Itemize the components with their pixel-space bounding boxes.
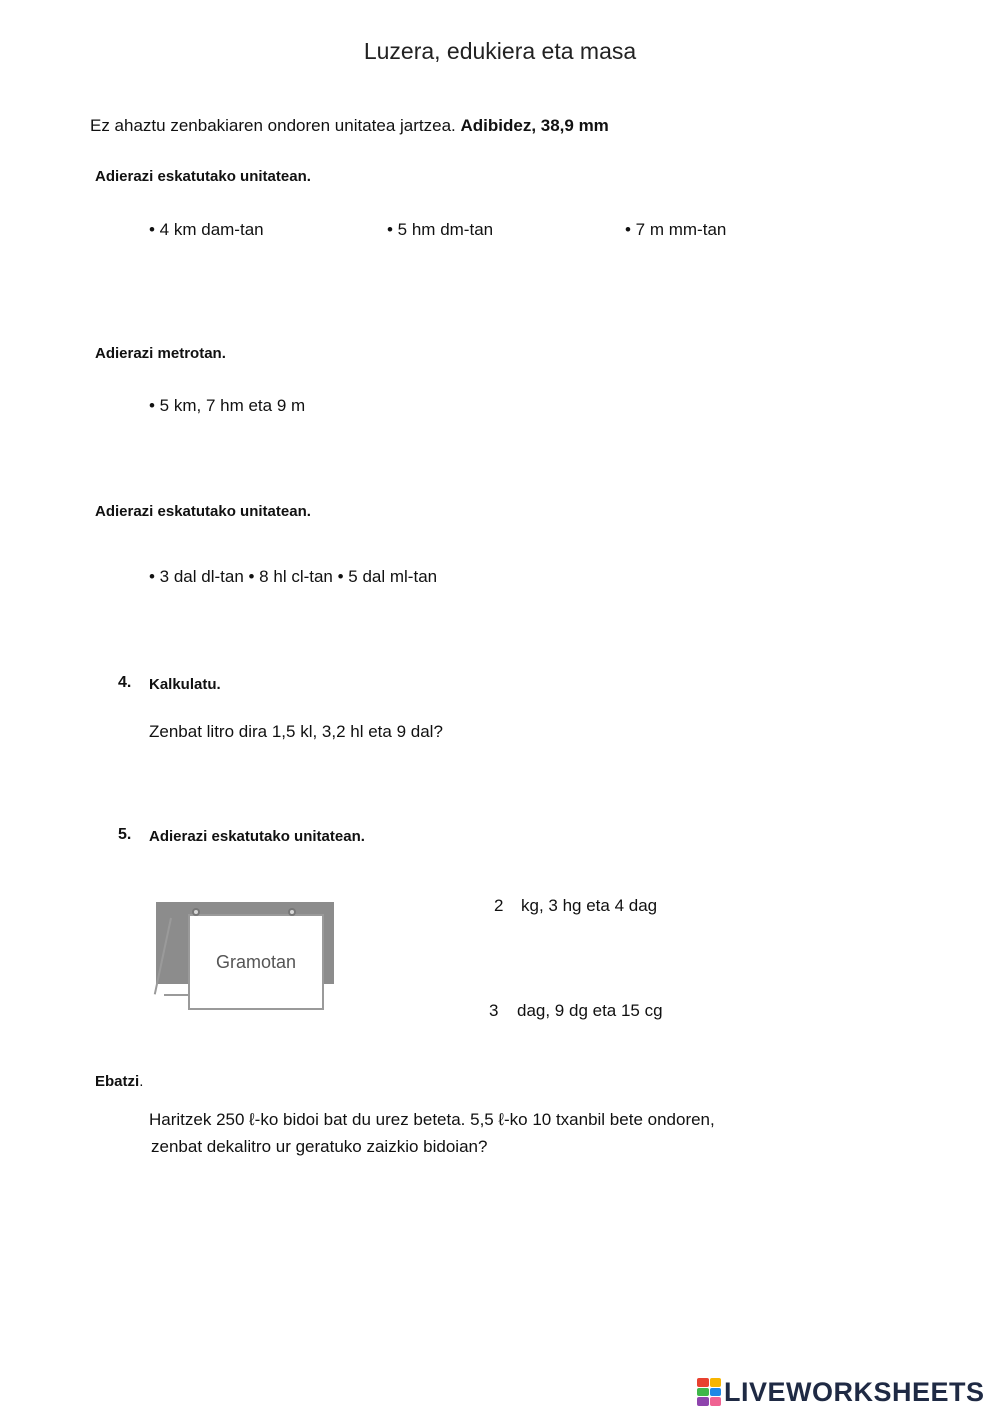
section6-heading: Ebatzi [95, 1073, 140, 1090]
section4-heading: Kalkulatu. [149, 676, 221, 693]
section5-item-a: kg, 3 hg eta 4 dag [521, 896, 658, 915]
liveworksheets-logo-icon [697, 1378, 721, 1406]
sign-label: Gramotan [215, 952, 297, 972]
section1-heading: Adierazi eskatutako unitatean. [95, 168, 311, 185]
intro-example: Adibidez, 38,9 mm [460, 116, 609, 135]
section1-item-3: • 7 m mm-tan [625, 220, 727, 239]
gramotan-sign-illustration [152, 896, 342, 1022]
section5-item-b: dag, 9 dg eta 15 cg [517, 1001, 663, 1020]
section5-item-a-number: 2 [494, 896, 504, 915]
section6-line-2: zenbat dekalitro ur geratuko zaizkio bidoian? [151, 1137, 488, 1156]
section5-heading: Adierazi eskatutako unitatean. [149, 828, 365, 845]
section2-item: • 5 km, 7 hm eta 9 m [149, 396, 306, 415]
section2-heading: Adierazi metrotan. [95, 345, 226, 362]
section6-heading-wrap [95, 1073, 143, 1090]
section4-number: 4. [118, 674, 132, 691]
intro-instruction [90, 116, 609, 136]
section6-line-1: Haritzek 250 ℓ-ko bidoi bat du urez beteta. 5,5 ℓ-ko 10 txanbil bete ondoren, [149, 1110, 715, 1129]
section1-item-2: • 5 hm dm-tan [387, 220, 494, 239]
section3-item: • 3 dal dl-tan • 8 hl cl-tan • 5 dal ml-tan [149, 567, 438, 586]
section5-item-b-number: 3 [489, 1001, 499, 1020]
page-title: Luzera, edukiera eta masa [363, 38, 637, 64]
liveworksheets-logo-text: LIVEWORKSHEETS [724, 1376, 985, 1407]
section5-number: 5. [118, 826, 132, 843]
section3-heading: Adierazi eskatutako unitatean. [95, 503, 311, 520]
intro-text: Ez ahaztu zenbakiaren ondoren unitatea jartzea. [90, 116, 456, 135]
liveworksheets-logo [697, 1376, 985, 1408]
section4-question: Zenbat litro dira 1,5 kl, 3,2 hl eta 9 dal? [149, 722, 443, 741]
section6-heading-suffix: . [139, 1073, 144, 1090]
section1-item-1: • 4 km dam-tan [149, 220, 264, 239]
